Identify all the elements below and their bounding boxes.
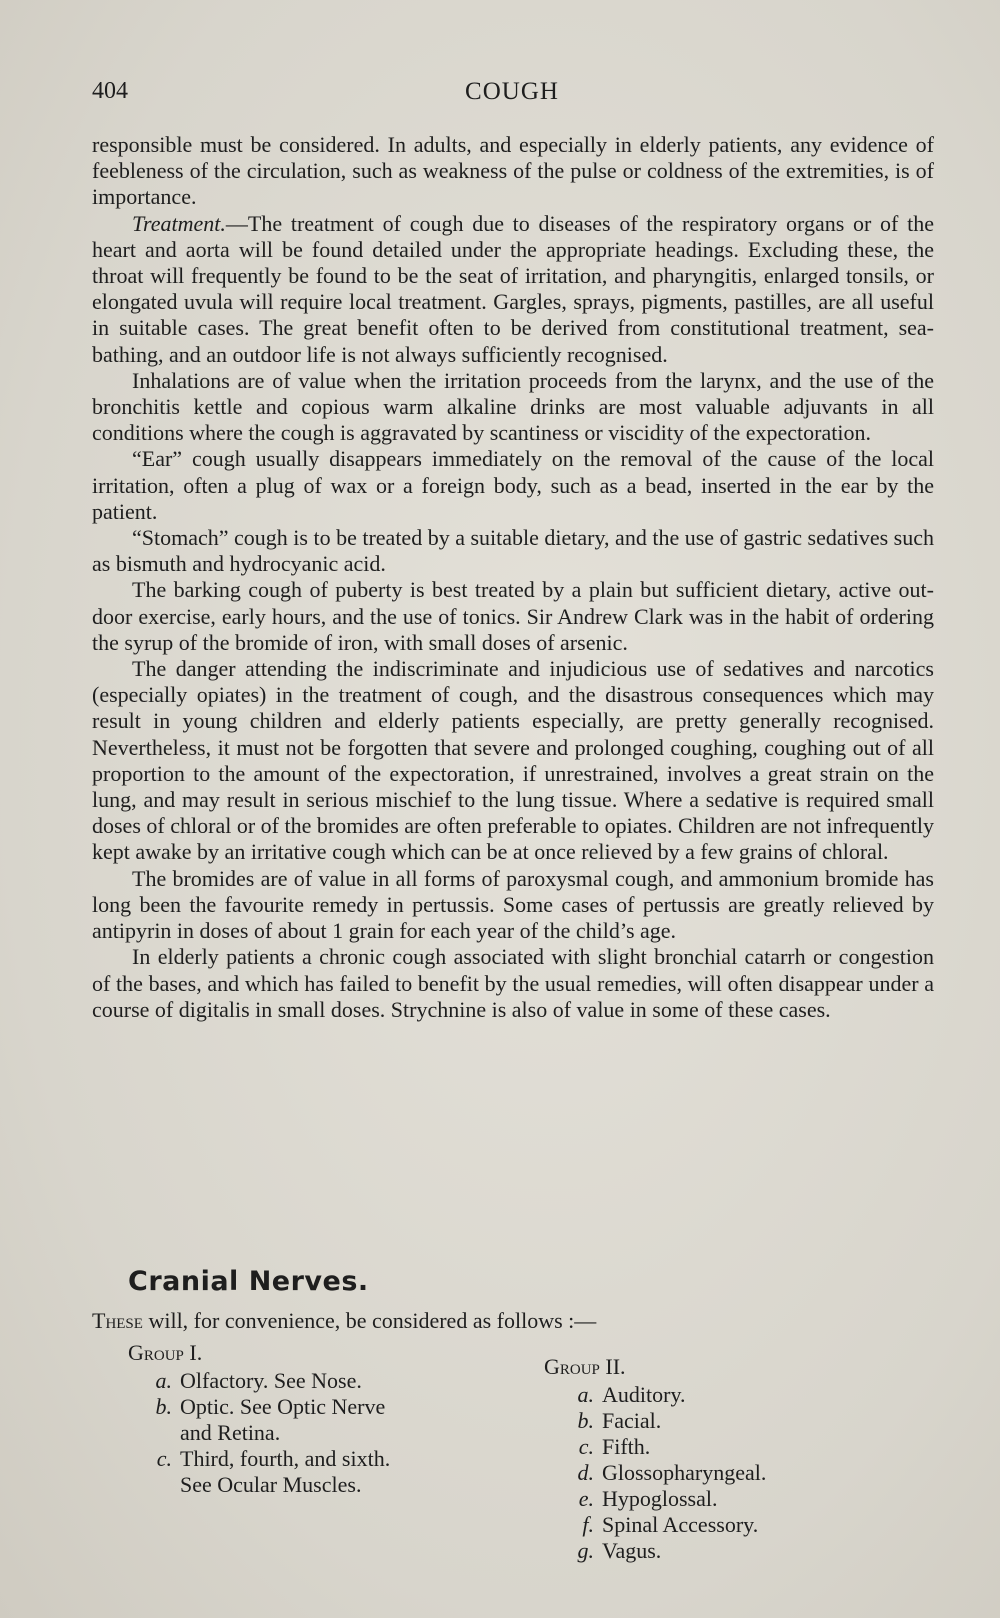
item-text: Olfactory. See Nose. <box>180 1368 362 1393</box>
group-title: Group I. <box>128 1340 203 1365</box>
paragraph <box>92 132 934 211</box>
item-letter: b. <box>155 1394 172 1419</box>
group-title: Group II. <box>544 1354 626 1379</box>
list-item <box>142 1446 508 1498</box>
item-letter: c. <box>156 1446 172 1471</box>
item-text: Auditory. <box>602 1382 686 1407</box>
intro-first-word: These <box>92 1308 143 1333</box>
item-letter: f. <box>582 1512 594 1537</box>
page-number: 404 <box>92 78 128 104</box>
item-text: Fifth. <box>602 1434 651 1459</box>
list-item <box>564 1382 884 1408</box>
list-item <box>564 1538 884 1564</box>
paragraph-text: In elderly patients a chronic cough associated with slight bronchial catarrh or congestion of the bases, and which has failed to benefit by the usual remedies, will often disappear under a course of digitalis in small doses. Strychnine is also of value in some of these cases. <box>92 944 934 1022</box>
paragraph-text: “Stomach” cough is to be treated by a suitable dietary, and the use of gastric sedatives such as bismuth and hydrocyanic acid. <box>92 525 934 577</box>
item-text: Spinal Accessory. <box>602 1512 759 1537</box>
item-text: Glossopharyngeal. <box>602 1460 767 1485</box>
body-text <box>92 132 934 1023</box>
list-item <box>564 1460 884 1486</box>
list-item <box>142 1394 508 1446</box>
paragraph <box>92 368 934 447</box>
item-text: Hypoglossal. <box>602 1486 718 1511</box>
item-text: Facial. <box>602 1408 662 1433</box>
paragraph <box>92 525 934 577</box>
group-two-list <box>544 1354 884 1564</box>
paragraph-text: —The treatment of cough due to diseases of the respiratory organs or of the heart and aorta will be found detailed under the appropriate headings. Excluding these, the throat will frequently be found to be the seat of irritation, and pharyngitis, enlarged tonsils, or elongated uvula will require local treatment. Gargles, sprays, pigments, pastilles, are all useful in suitable cases. The great benefit often to be derived from constitutional treatment, sea-bathing, and an outdoor life is not always sufficiently recognised. <box>92 210 934 367</box>
item-text: Vagus. <box>602 1538 662 1563</box>
paragraph-text: Inhalations are of value when the irritation proceeds from the larynx, and the use of the bronchitis kettle and copious warm alkaline drinks are most valuable adjuvants in all conditions where the cough is aggravated by scantiness or viscidity of the expectoration. <box>92 367 934 446</box>
list-item <box>564 1512 884 1538</box>
paragraph-lead: Treatment. <box>132 210 226 236</box>
item-letter: b. <box>577 1408 594 1433</box>
paragraph <box>92 446 934 525</box>
item-text: Third, fourth, and sixth. See Ocular Muscles. <box>180 1446 391 1497</box>
paragraph <box>92 577 934 656</box>
list-item <box>564 1486 884 1512</box>
paragraph <box>92 866 934 945</box>
list-item <box>564 1408 884 1434</box>
group-one-list <box>128 1340 508 1498</box>
item-letter: a. <box>577 1382 594 1407</box>
section-intro <box>92 1308 596 1334</box>
item-letter: d. <box>577 1460 594 1485</box>
paragraph-text: The bromides are of value in all forms of paroxysmal cough, and ammonium bromide has long been the favourite remedy in pertussis. Some cases of pertussis are greatly relieved by antipyrin in doses of about 1 grain for each year of the child’s age. <box>92 865 934 944</box>
paragraph <box>92 944 934 1023</box>
page-header <box>92 78 932 114</box>
intro-text: will, for convenience, be considered as follows :— <box>142 1308 597 1333</box>
paragraph-treatment <box>92 211 934 368</box>
paragraph-text: responsible must be considered. In adults, and especially in elderly patients, any evidence of feebleness of the circulation, such as weakness of the pulse or coldness of the extremities, is of importance. <box>92 132 934 210</box>
section-heading: Cranial Nerves. <box>128 1266 369 1297</box>
item-letter: g. <box>577 1538 594 1563</box>
paragraph <box>92 656 934 866</box>
list-item <box>142 1368 508 1394</box>
list-item <box>564 1434 884 1460</box>
item-letter: c. <box>578 1434 594 1459</box>
item-letter: a. <box>155 1368 172 1393</box>
running-title: COUGH <box>465 78 559 105</box>
paragraph-text: The barking cough of puberty is best treated by a plain but sufficient dietary, active out-door exercise, early hours, and the use of tonics. Sir Andrew Clark was in the habit of ordering the syrup of the bromide of iron, with small doses of arsenic. <box>92 577 934 655</box>
item-letter: e. <box>578 1486 594 1511</box>
paragraph-text: The danger attending the indiscriminate and injudicious use of sedatives and narcotics (especially opiates) in the treatment of cough, and the disastrous consequences which may result in young children and elderly patients especially, are pretty generally recognised. Nevertheless, it must not be forgotten that severe and prolonged coughing, coughing out of all proportion to the amount of the expectoration, if unrestrained, involves a great strain on the lung, and may result in serious mischief to the lung tissue. Where a sedative is required small doses of chloral or of the bromides are often preferable to opiates. Children are not infrequently kept awake by an irritative cough which can be at once relieved by a few grains of chloral. <box>92 656 934 865</box>
paragraph-text: “Ear” cough usually disappears immediately on the removal of the cause of the local irritation, often a plug of wax or a foreign body, such as a bead, inserted in the ear by the patient. <box>92 446 934 524</box>
item-text: Optic. See Optic Nerve and Retina. <box>180 1394 386 1445</box>
